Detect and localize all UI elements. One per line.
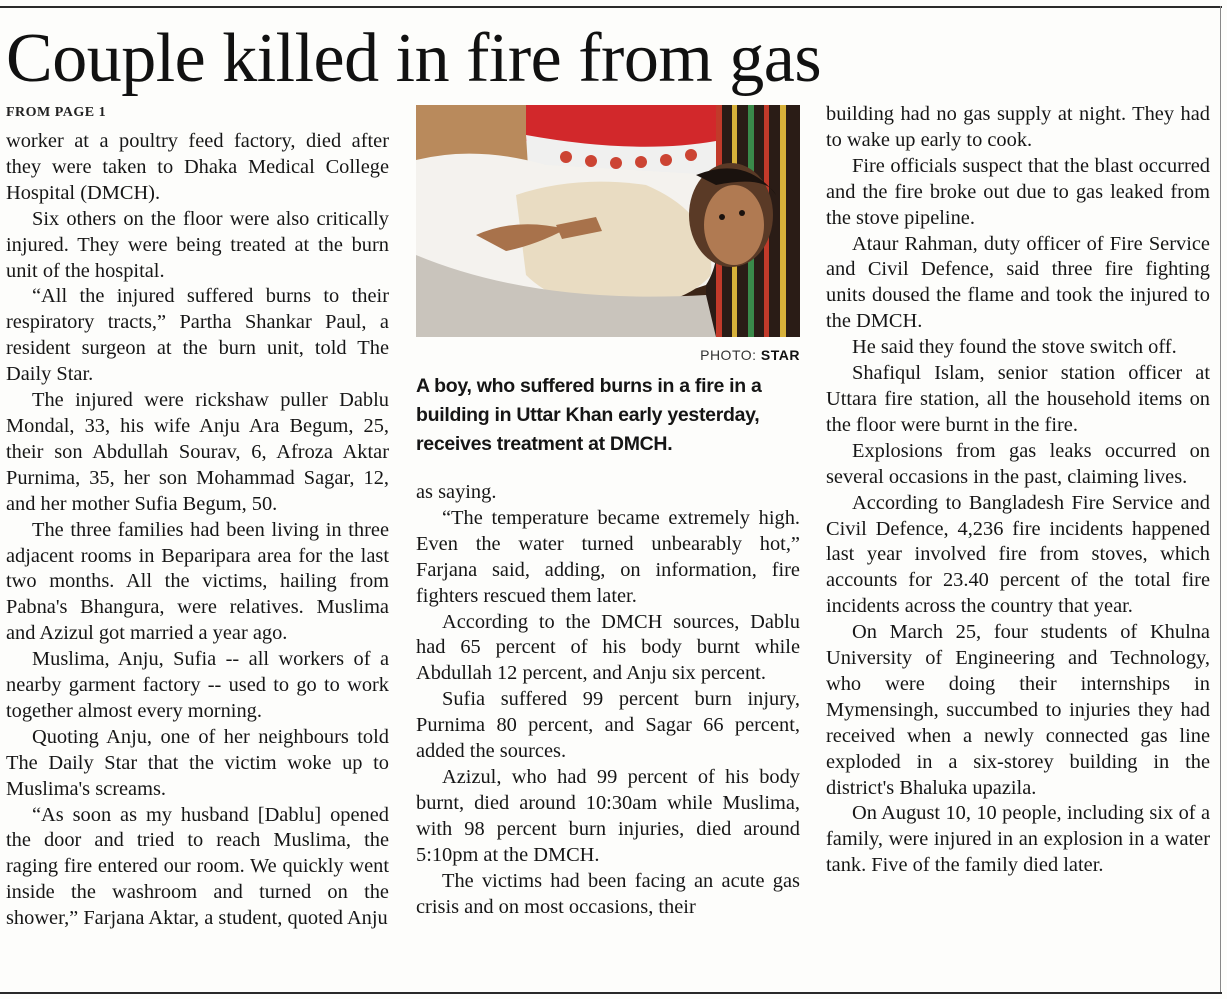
paragraph: Shafiqul Islam, senior station officer at Uttara fire station, all the household items on the floor were burnt in the fire. [826, 362, 1210, 436]
paragraph: Explosions from gas leaks occurred on several occasions in the past, claiming lives. [826, 439, 1210, 488]
paragraph: Azizul, who had 99 percent of his body burnt, died around 10:30am while Muslima, with 98 percent burn injuries, died around 5:10pm at the DMCH. [416, 765, 800, 866]
paragraph: Muslima, Anju, Sufia -- all workers of a nearby garment factory -- used to go to work together almost every morning. [6, 648, 389, 722]
paragraph: Ataur Rahman, duty officer of Fire Service and Civil Defence, said three fire fighting units doused the flame and took the injured to the DMCH. [826, 232, 1210, 333]
article-column-1 [6, 129, 389, 932]
paragraph: Six others on the floor were also critically injured. They were being treated at the burn unit of the hospital. [6, 207, 389, 282]
paragraph: He said they found the stove switch off. [852, 336, 1177, 359]
paragraph: According to the DMCH sources, Dablu had 65 percent of his body burnt while Abdullah 12 percent, and Anju six percent. [416, 610, 800, 685]
paragraph: Sufia suffered 99 percent burn injury, Purnima 80 percent, and Sagar 66 percent, added the sources. [416, 688, 800, 763]
paragraph: building had no gas supply at night. They had to wake up early to cook. [826, 103, 1210, 151]
paragraph: The three families had been living in three adjacent rooms in Beparipara area for the last two months. All the victims, hailing from Pabna's Bhangura, were relatives. Muslima and Azizul got married a year ago. [6, 518, 389, 645]
burn-victim-photo-illustration [416, 105, 800, 337]
headline: Couple killed in fire from gas [6, 20, 822, 97]
top-rule [0, 6, 1222, 8]
from-page-label: FROM PAGE 1 [6, 105, 107, 120]
article-column-3 [826, 102, 1210, 879]
paragraph: The injured were rickshaw puller Dablu Mondal, 33, his wife Anju Ara Begum, 25, their son Abdullah Sourav, 6, Afroza Aktar Purnima, 35, her son Mohammad Sagar, 12, and her mother Sufia Begum, 50. [6, 389, 389, 515]
paragraph: On August 10, 10 people, including six of a family, were injured in an explosion in a water tank. Five of the family died later. [826, 802, 1210, 877]
paragraph: worker at a poultry feed factory, died after they were taken to Dhaka Medical College Hospital (DMCH). [6, 130, 389, 204]
paragraph: On March 25, four students of Khulna University of Engineering and Technology, who were doing their internships in Mymensingh, succumbed to injuries they had received when a newly connected gas line exploded in a six-storey building in the district's Bhaluka upazila. [826, 621, 1210, 799]
paragraph: “All the injured suffered burns to their respiratory tracts,” Partha Shankar Paul, a resident surgeon at the burn unit, told The Daily Star. [6, 285, 389, 386]
paragraph: Fire officials suspect that the blast occurred and the fire broke out due to gas leaked from the stove pipeline. [826, 154, 1210, 229]
news-photo [416, 105, 800, 337]
photo-credit-source: STAR [760, 347, 800, 363]
paragraph: According to Bangladesh Fire Service and Civil Defence, 4,236 fire incidents happened last year involved fire from stoves, which accounts for 23.40 percent of the total fire incidents across the country that year. [826, 491, 1210, 618]
article-column-2 [416, 480, 800, 920]
photo-credit [416, 347, 800, 363]
paragraph: The victims had been facing an acute gas crisis and on most occasions, their [416, 869, 800, 918]
paragraph: Quoting Anju, one of her neighbours told The Daily Star that the victim woke up to Muslima's screams. [6, 725, 389, 800]
paragraph: “The temperature became extremely high. Even the water turned unbearably hot,” Farjana said, adding, on information, fire fighters rescued them later. [416, 506, 800, 607]
bottom-rule [0, 992, 1222, 994]
photo-credit-prefix: PHOTO: [700, 347, 757, 363]
right-rule [1220, 6, 1221, 994]
paragraph: as saying. [416, 481, 497, 503]
photo-caption: A boy, who suffered burns in a fire in a building in Uttar Khan early yesterday, receives treatment at DMCH. [416, 375, 762, 455]
paragraph: “As soon as my husband [Dablu] opened the door and tried to reach Muslima, the raging fire entered our room. We quickly went inside the washroom and turned on the shower,” Farjana Aktar, a student, quoted Anju [6, 803, 389, 930]
